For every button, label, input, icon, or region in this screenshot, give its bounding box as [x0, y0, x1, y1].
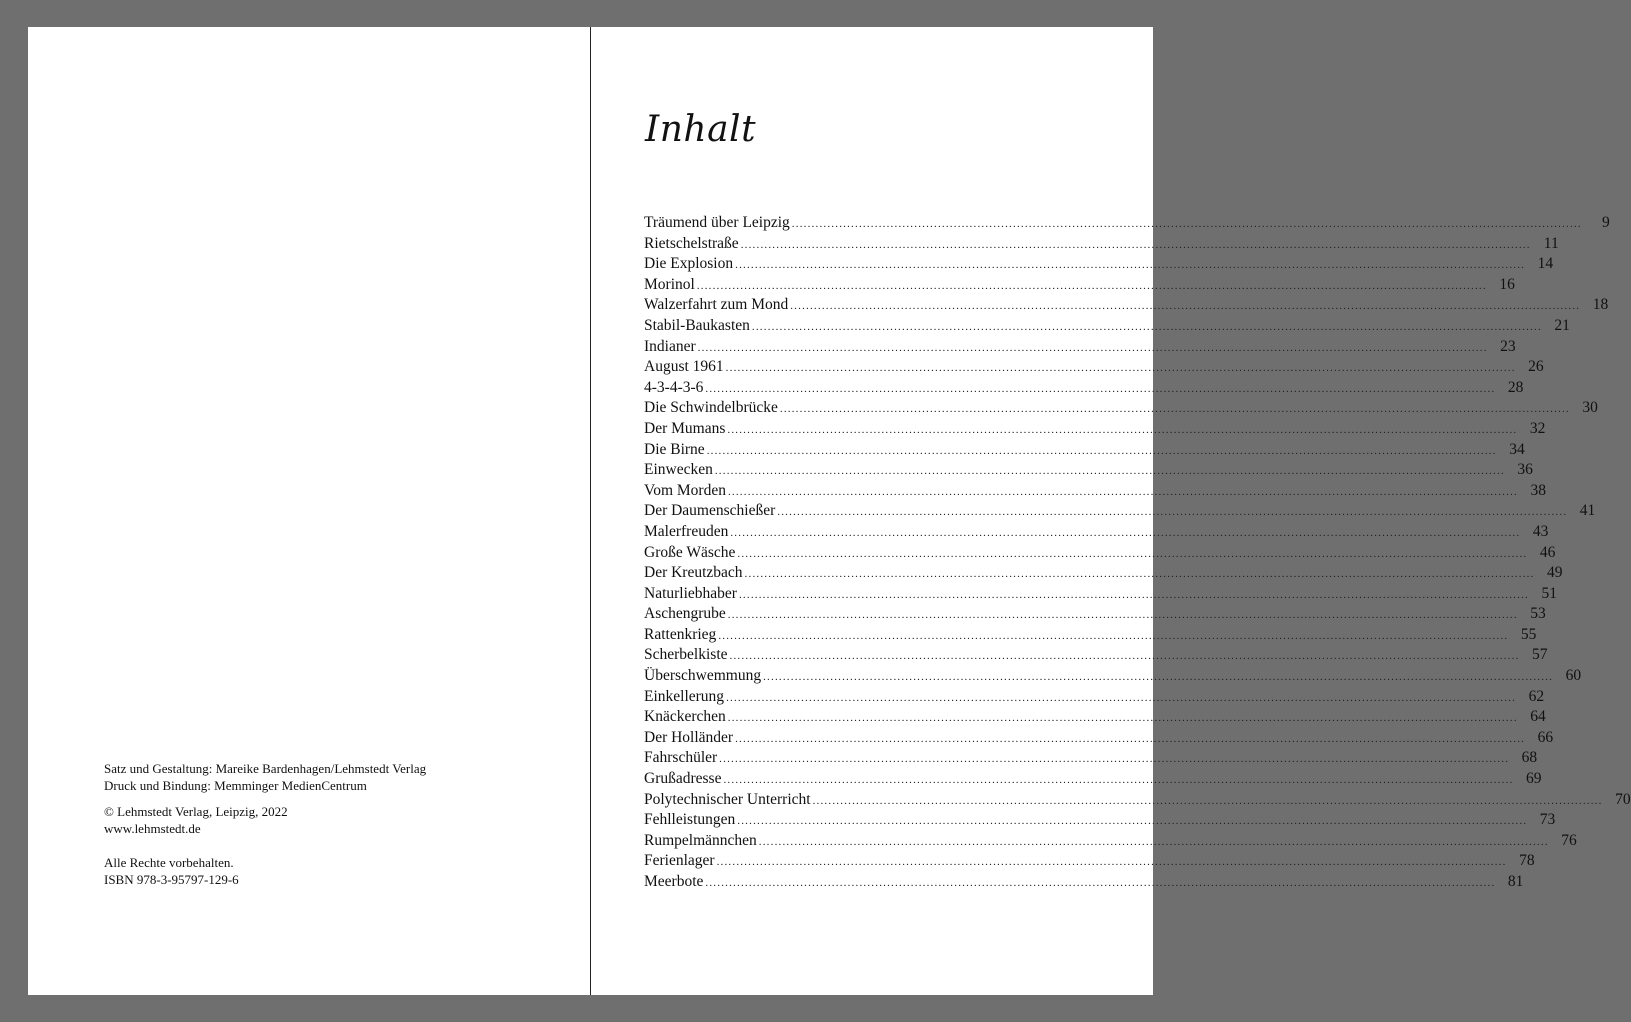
toc-entry [644, 213, 1610, 234]
imprint-line: ISBN 978-3-95797-129-6 [104, 872, 239, 887]
toc-entry-page: 41 [1579, 502, 1596, 520]
toc-entry-title: Die Birne [644, 440, 705, 458]
toc-leader-dots: ........................................................................................................................................................................................................ [738, 588, 1529, 601]
toc-entry [644, 851, 1535, 872]
toc-leader-dots: ........................................................................................................................................................................................................ [718, 629, 1509, 642]
toc-entry [644, 748, 1538, 769]
toc-leader-dots: ........................................................................................................................................................................................................ [719, 753, 1510, 766]
toc-entry-page: 51 [1541, 584, 1557, 602]
toc-entry [644, 543, 1556, 564]
toc-entry-title: Die Schwindelbrücke [644, 399, 778, 417]
toc-entry [644, 645, 1548, 666]
toc-leader-dots: ........................................................................................................................................................................................................ [737, 815, 1528, 828]
toc-entry [644, 316, 1570, 337]
toc-leader-dots: ........................................................................................................................................................................................................ [735, 732, 1526, 745]
toc-entry-title: Rumpelmännchen [644, 831, 757, 849]
toc-entry-title: Die Explosion [644, 255, 734, 273]
toc-entry [644, 707, 1546, 728]
imprint-rights [104, 854, 426, 888]
toc-entry-title: Vom Morden [644, 481, 726, 499]
imprint-line: Satz und Gestaltung: Mareike Bardenhagen/Lehmstedt Verlag [104, 761, 427, 776]
toc-entry-page: 78 [1519, 852, 1535, 870]
toc-entry-page: 49 [1547, 564, 1563, 582]
toc-entry-page: 28 [1507, 378, 1524, 396]
toc-entry [644, 872, 1524, 893]
toc-leader-dots: ........................................................................................................................................................................................................ [723, 774, 1514, 787]
toc-entry [644, 666, 1582, 687]
toc-entry [644, 625, 1537, 646]
imprint [104, 760, 426, 897]
toc-entry-page: 36 [1517, 461, 1533, 479]
toc-entry-page: 73 [1539, 811, 1556, 829]
toc-leader-dots: ........................................................................................................................................................................................................ [763, 671, 1554, 684]
toc-leader-dots: ........................................................................................................................................................................................................ [726, 691, 1517, 704]
toc-entry-page: 81 [1507, 873, 1524, 890]
toc-leader-dots: ........................................................................................................................................................................................................ [735, 259, 1526, 272]
toc-entry [644, 501, 1596, 522]
toc-entry [644, 419, 1546, 440]
toc-entry-title: 4-3-4-3-6 [644, 378, 704, 396]
toc-entry-page: 16 [1499, 275, 1515, 293]
imprint-publisher [104, 803, 426, 837]
toc-entry-title: Malerfreuden [644, 522, 729, 540]
left-page [28, 27, 590, 995]
toc-heading: Inhalt [645, 109, 757, 150]
toc-entry-page: 66 [1537, 728, 1554, 746]
toc-entry [644, 398, 1598, 419]
toc-entry-title: Naturliebhaber [644, 584, 737, 602]
toc-entry [644, 337, 1516, 358]
toc-entry-page: 43 [1532, 522, 1549, 540]
book-spread [28, 27, 1631, 995]
toc-entry-title: Einwecken [644, 461, 713, 479]
toc-entry [644, 378, 1524, 399]
imprint-line: Druck und Bindung: Memminger MedienCentrum [104, 778, 367, 793]
toc-entry-title: August 1961 [644, 358, 724, 376]
imprint-line: © Lehmstedt Verlag, Leipzig, 2022 [104, 804, 288, 819]
toc-entry-page: 21 [1554, 316, 1570, 334]
toc-entry-page: 18 [1592, 296, 1609, 314]
toc-entry [644, 584, 1557, 605]
imprint-production [104, 760, 426, 794]
toc-entry-title: Aschengrube [644, 605, 726, 623]
toc-leader-dots: ........................................................................................................................................................................................................ [730, 526, 1521, 539]
toc-leader-dots: ........................................................................................................................................................................................................ [812, 794, 1603, 807]
toc-entry-title: Indianer [644, 337, 696, 355]
toc-entry-title: Überschwemmung [644, 667, 762, 685]
toc-entry-page: 11 [1543, 234, 1559, 252]
toc-entry [644, 790, 1631, 811]
toc-entry [644, 687, 1545, 708]
toc-entry-title: Der Kreutzbach [644, 564, 743, 582]
toc-entry [644, 357, 1544, 378]
toc-entry [644, 563, 1563, 584]
toc-leader-dots: ........................................................................................................................................................................................................ [791, 218, 1582, 230]
toc-entry-title: Einkellerung [644, 687, 725, 705]
toc-leader-dots: ........................................................................................................................................................................................................ [779, 403, 1570, 416]
toc-entry [644, 810, 1556, 831]
toc-entry [644, 604, 1546, 625]
toc-leader-dots: ........................................................................................................................................................................................................ [725, 362, 1516, 375]
toc-entry-title: Stabil-Baukasten [644, 316, 750, 334]
toc-leader-dots: ........................................................................................................................................................................................................ [706, 444, 1497, 457]
toc-entry-title: Meerbote [644, 873, 704, 890]
toc-entry-title: Der Holländer [644, 728, 734, 746]
toc-leader-dots: ........................................................................................................................................................................................................ [716, 856, 1507, 869]
toc-entry [644, 234, 1559, 255]
toc-leader-dots: ........................................................................................................................................................................................................ [751, 320, 1542, 333]
toc-entry-page: 53 [1530, 605, 1546, 623]
toc-leader-dots: ........................................................................................................................................................................................................ [696, 279, 1487, 292]
imprint-line: Alle Rechte vorbehalten. [104, 855, 234, 870]
toc-leader-dots: ........................................................................................................................................................................................................ [727, 712, 1518, 725]
toc-leader-dots: ........................................................................................................................................................................................................ [737, 547, 1528, 560]
toc-entry-page: 26 [1528, 358, 1544, 376]
toc-entry-page: 32 [1529, 419, 1546, 437]
toc-leader-dots: ........................................................................................................................................................................................................ [777, 506, 1568, 519]
toc-entry-title: Große Wäsche [644, 543, 736, 561]
imprint-line: www.lehmstedt.de [104, 821, 201, 836]
toc-entry [644, 254, 1554, 275]
toc-leader-dots: ........................................................................................................................................................................................................ [727, 485, 1518, 498]
toc-entry-title: Ferienlager [644, 852, 715, 870]
toc-entry [644, 440, 1525, 461]
toc-entry [644, 460, 1533, 481]
toc-entry-page: 68 [1521, 749, 1538, 767]
toc-leader-dots: ........................................................................................................................................................................................................ [697, 341, 1488, 354]
toc-entry-title: Der Mumans [644, 419, 726, 437]
table-of-contents [644, 213, 1631, 893]
toc-entry-page: 30 [1582, 399, 1598, 417]
toc-entry-page: 38 [1530, 481, 1546, 499]
toc-leader-dots: ........................................................................................................................................................................................................ [740, 238, 1531, 251]
toc-entry-title: Rattenkrieg [644, 625, 717, 643]
toc-entry-page: 69 [1525, 770, 1542, 788]
toc-entry-title: Scherbelkiste [644, 646, 728, 664]
toc-entry-page: 9 [1602, 214, 1610, 231]
toc-entry-title: Rietschelstraße [644, 234, 739, 252]
toc-entry [644, 728, 1554, 749]
toc-entry-page: 62 [1528, 687, 1545, 705]
toc-entry-title: Fehlleistungen [644, 811, 736, 829]
toc-entry-title: Walzerfahrt zum Mond [644, 296, 789, 314]
toc-entry-title: Träumend über Leipzig [644, 214, 790, 231]
toc-entry-page: 34 [1509, 440, 1525, 458]
toc-entry [644, 481, 1546, 502]
toc-entry-title: Grußadresse [644, 770, 722, 788]
toc-leader-dots: ........................................................................................................................................................................................................ [727, 609, 1518, 622]
toc-entry-page: 23 [1500, 337, 1516, 355]
toc-entry-page: 57 [1532, 646, 1548, 664]
toc-leader-dots: ........................................................................................................................................................................................................ [758, 835, 1549, 848]
toc-leader-dots: ........................................................................................................................................................................................................ [729, 650, 1520, 663]
toc-entry [644, 769, 1542, 790]
toc-entry-page: 76 [1561, 831, 1577, 849]
toc-leader-dots: ........................................................................................................................................................................................................ [705, 382, 1496, 395]
toc-entry-title: Der Daumenschießer [644, 502, 776, 520]
toc-entry-page: 64 [1530, 708, 1546, 726]
toc-entry [644, 831, 1577, 852]
toc-entry-page: 46 [1539, 543, 1556, 561]
toc-entry-title: Polytechnischer Unterricht [644, 790, 811, 808]
toc-entry-title: Morinol [644, 275, 695, 293]
toc-leader-dots: ........................................................................................................................................................................................................ [744, 568, 1535, 581]
toc-leader-dots: ........................................................................................................................................................................................................ [705, 877, 1496, 889]
toc-leader-dots: ........................................................................................................................................................................................................ [714, 465, 1505, 478]
toc-entry-page: 55 [1520, 625, 1537, 643]
right-page [591, 27, 1631, 995]
toc-leader-dots: ........................................................................................................................................................................................................ [727, 423, 1518, 436]
toc-entry-title: Knäckerchen [644, 708, 726, 726]
toc-entry-page: 70 [1615, 790, 1631, 808]
toc-entry-page: 14 [1537, 255, 1554, 273]
toc-leader-dots: ........................................................................................................................................................................................................ [790, 300, 1581, 313]
toc-entry [644, 295, 1609, 316]
toc-entry [644, 275, 1515, 296]
toc-entry-page: 60 [1565, 667, 1582, 685]
toc-entry-title: Fahrschüler [644, 749, 718, 767]
toc-entry [644, 522, 1549, 543]
